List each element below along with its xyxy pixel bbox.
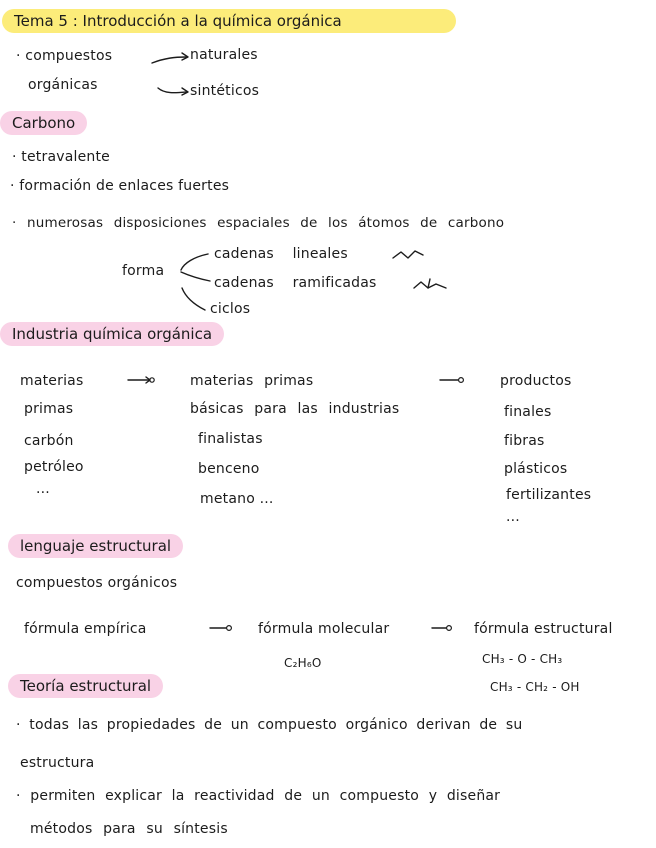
heading-teoria: Teoría estructural [8, 674, 163, 698]
branch-ramificadas: cadenas ramificadas [214, 275, 377, 291]
intro-organicas: orgánicas [28, 77, 98, 93]
heading-lenguaje: lenguaje estructural [8, 534, 183, 558]
intro-compuestos: · compuestos [16, 48, 113, 64]
industria-col1-2: carbón [24, 433, 74, 449]
example-struct-2: CH₃ - CH₂ - OH [490, 680, 580, 694]
arrow-naturales-head [182, 53, 188, 60]
branch-ciclos: ciclos [210, 301, 251, 317]
teoria-b2-line1: · permiten explicar la reactividad de un compuesto y diseñar [16, 788, 501, 804]
industria-col3-3: plásticos [504, 461, 568, 477]
brace-lower [182, 288, 205, 310]
arrow-materias-head [146, 377, 150, 383]
heading-industria: Industria química orgánica [0, 322, 224, 346]
industria-col2-0: materias primas [190, 373, 314, 389]
industria-col3-5: ... [506, 509, 520, 525]
industria-col2-1: básicas para las industrias [190, 401, 400, 417]
industria-col2-2: finalistas [198, 431, 263, 447]
teoria-b1-line2: estructura [20, 755, 95, 771]
industria-col3-4: fertilizantes [506, 487, 592, 503]
brace-upper [181, 254, 208, 270]
industria-col1-0: materias [20, 373, 84, 389]
arrow-sinteticos [158, 88, 186, 93]
zigzag-ramificada [414, 282, 446, 288]
industria-col2-3: benceno [198, 461, 260, 477]
bullet-enlaces: · formación de enlaces fuertes [10, 178, 230, 194]
intro-naturales: naturales [190, 47, 258, 63]
example-molecular: C₂H₆O [284, 656, 322, 670]
teoria-b2-line2: métodos para su síntesis [30, 821, 228, 837]
industria-col2-4: metano ... [200, 491, 274, 507]
page-title: Tema 5 : Introducción a la química orgánica [2, 9, 456, 33]
forma-label: forma [122, 263, 165, 279]
brace-middle [181, 272, 210, 281]
example-struct-1: CH₃ - O - CH₃ [482, 652, 563, 666]
industria-col3-1: finales [504, 404, 552, 420]
zigzag-lineal [393, 251, 423, 258]
formula-estructural: fórmula estructural [474, 621, 613, 637]
industria-col3-2: fibras [504, 433, 545, 449]
heading-carbono: Carbono [0, 111, 87, 135]
teoria-b1-line1: · todas las propiedades de un compuesto orgánico derivan de su [16, 717, 523, 733]
formula-empirica: fórmula empírica [24, 621, 147, 637]
industria-col1-3: petróleo [24, 459, 84, 475]
industria-col1-4: ... [36, 481, 50, 497]
industria-col1-1: primas [24, 401, 74, 417]
bullet-disposiciones: · numerosas disposiciones espaciales de los átomos de carbono [12, 215, 505, 231]
arrow-sinteticos-head [182, 88, 188, 95]
industria-col3-0: productos [500, 373, 572, 389]
lenguaje-subtitle: compuestos orgánicos [16, 575, 178, 591]
bullet-tetravalente: · tetravalente [12, 149, 110, 165]
branch-lineales: cadenas lineales [214, 246, 348, 262]
branch-stub [428, 279, 430, 288]
intro-sinteticos: sintéticos [190, 83, 260, 99]
arrow-naturales [152, 57, 186, 63]
formula-molecular: fórmula molecular [258, 621, 390, 637]
